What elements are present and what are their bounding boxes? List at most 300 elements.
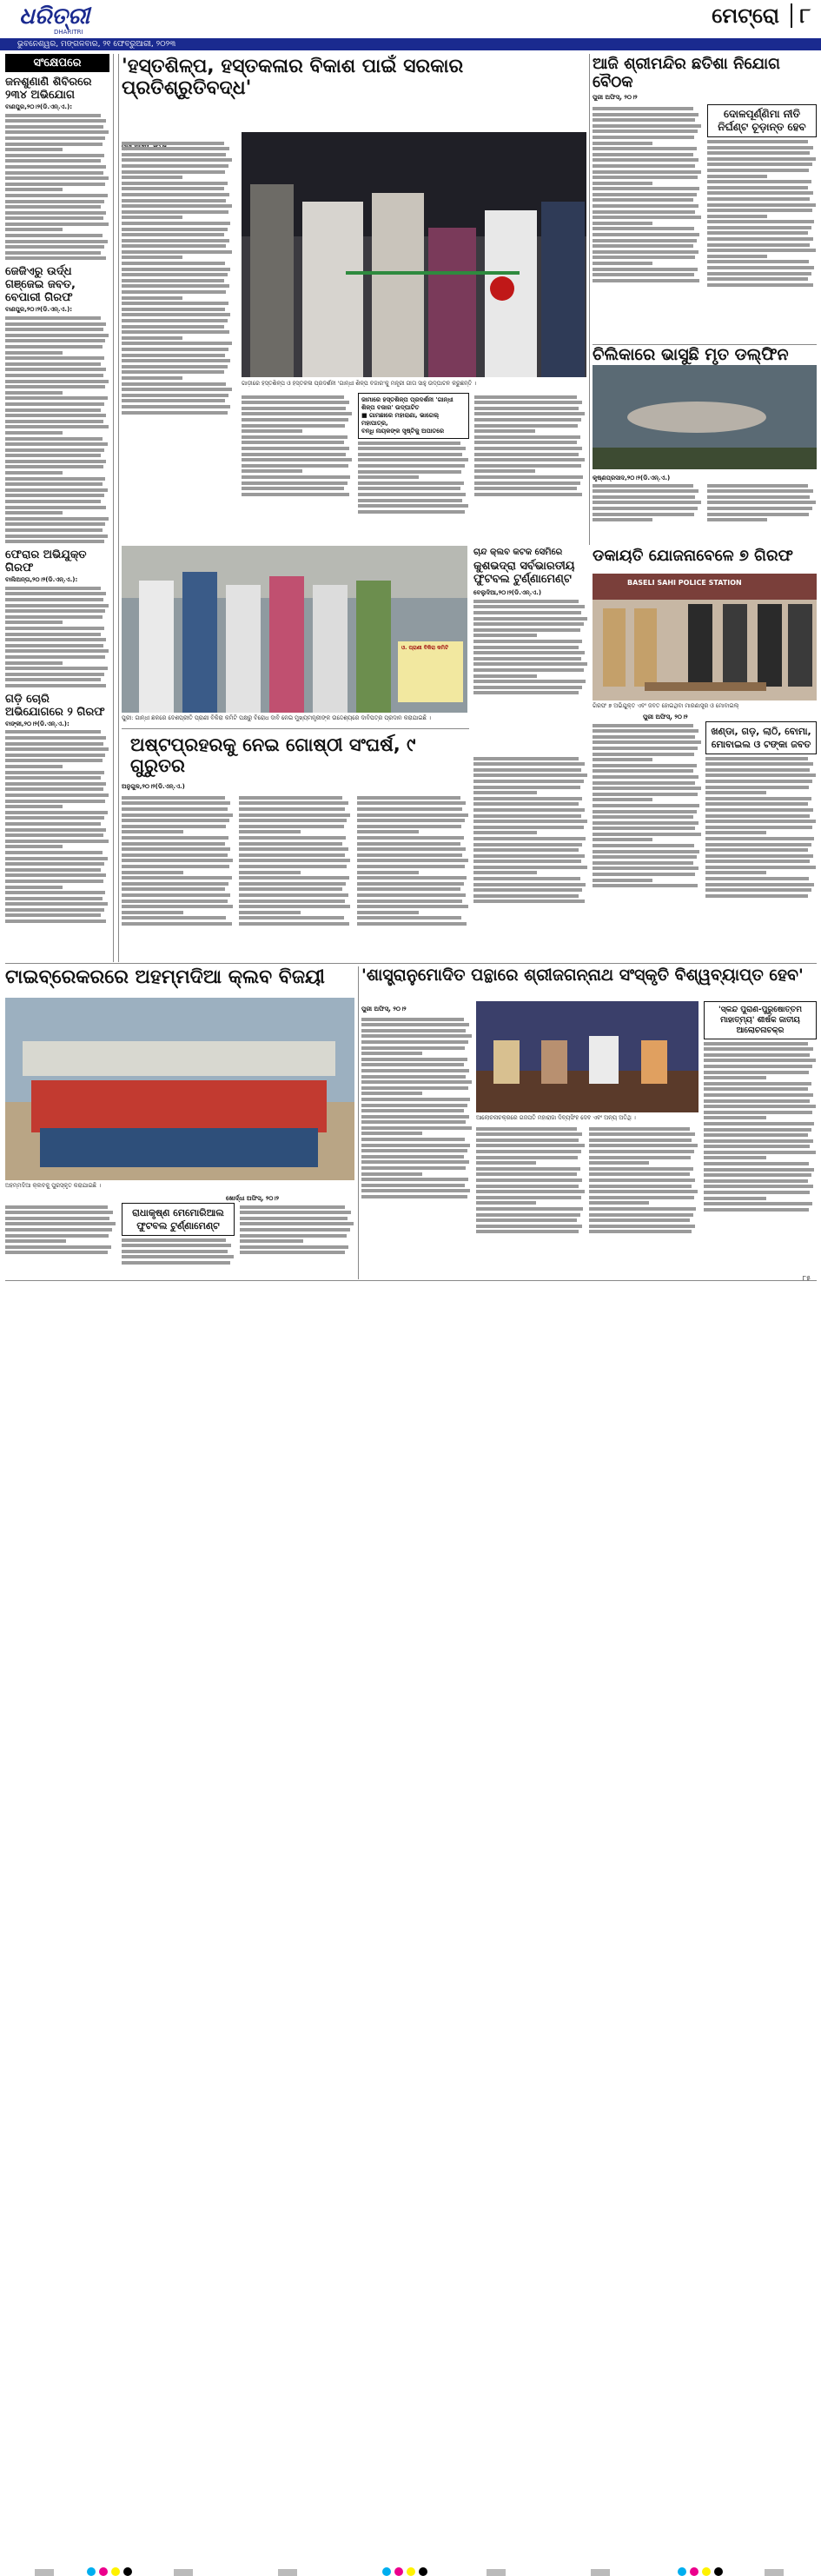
text-line — [5, 1211, 113, 1214]
text-line — [361, 1058, 467, 1061]
text-line — [5, 194, 108, 197]
text-line — [242, 429, 302, 433]
text-line — [122, 210, 228, 214]
text-line — [704, 1082, 811, 1086]
text-line — [358, 447, 466, 450]
text-line — [239, 801, 348, 805]
text-line — [5, 500, 101, 503]
text-line — [242, 412, 352, 415]
text-line — [593, 861, 693, 865]
text-line — [357, 796, 460, 800]
text-line — [593, 222, 652, 225]
text-line — [5, 205, 101, 209]
text-line — [242, 487, 344, 490]
text-line — [589, 1207, 696, 1211]
text-line — [473, 797, 582, 800]
text-line — [5, 908, 104, 912]
football-kicker: ଚାନ୍ଦ କ୍ଲବ କଟକ ସେମିରେ — [473, 548, 563, 557]
lead-inset — [358, 393, 469, 439]
text-line — [593, 147, 697, 150]
text-line — [5, 540, 104, 543]
text-line — [5, 805, 63, 808]
text-line — [357, 865, 465, 868]
text-line — [589, 1196, 694, 1199]
text-line — [5, 840, 109, 843]
body-text-block — [705, 757, 817, 898]
text-line — [239, 859, 350, 862]
text-line — [5, 621, 63, 624]
text-line — [704, 1197, 766, 1200]
text-line — [593, 239, 697, 242]
text-line — [122, 847, 230, 851]
text-line — [705, 786, 809, 789]
lead-headline: 'ହସ୍ତଶିଳ୍ପ, ହସ୍ତକଳାର ବିକାଶ ପାଇଁ ସରକାର ପ୍ରତିଶ୍ରୁତିବଦ୍ଧ' — [122, 56, 464, 100]
text-line — [357, 819, 465, 822]
text-line — [358, 504, 468, 508]
text-line — [361, 1166, 466, 1170]
text-line — [473, 894, 579, 898]
text-line — [122, 228, 228, 231]
text-line — [473, 646, 579, 649]
memorandum-photo — [122, 546, 467, 713]
lead-photo — [242, 132, 586, 377]
text-line — [593, 244, 693, 248]
text-line — [474, 464, 581, 468]
jagannath-caption: ଆଲୋଚନାଚକ୍ରରେ ଗଜପତି ମହାରାଜା ଦିବ୍ୟସିଂହ ଦେବ ଏବଂ ଅନ୍ୟ ଅତିଥି । — [476, 1114, 636, 1121]
text-line — [357, 801, 466, 805]
text-line — [5, 655, 105, 659]
text-line — [122, 922, 232, 926]
text-line — [593, 124, 701, 128]
text-line — [357, 825, 461, 828]
text-line — [705, 843, 811, 846]
text-line — [476, 1150, 581, 1153]
text-line — [122, 876, 232, 880]
niyog-headline: ଆଜି ଶ୍ରୀମନ୍ଦିର ଛତିଶା ନିଯୋଗ ବୈଠକ — [593, 55, 780, 91]
text-line — [239, 847, 348, 851]
text-line — [5, 460, 106, 463]
text-line — [122, 244, 226, 248]
text-line — [705, 768, 810, 772]
text-line — [707, 501, 816, 504]
robbery-header — [593, 548, 817, 574]
text-line — [239, 893, 348, 897]
text-line — [5, 782, 106, 786]
jagannath-header — [361, 966, 817, 1001]
text-line — [122, 359, 230, 362]
text-line — [593, 787, 701, 790]
text-line — [242, 493, 349, 496]
text-line — [474, 418, 581, 422]
issue-dateline: ଭୁବନେଶ୍ୱର, ମଙ୍ଗଳବାର, ୨୧ ଫେବ୍ରୁଆରୀ, ୨୦୨୩ — [0, 38, 821, 50]
clash-body-col4 — [473, 754, 588, 963]
text-line — [473, 820, 587, 823]
text-line — [239, 830, 301, 833]
inset-line: ■ ଗାମଛାରେ ମହାରାଣା, ଭାଗେଲ୍‌ ମହାପାତ୍ର, — [361, 412, 440, 427]
tiebreaker-subhead: ରାଧାକୃଷ୍ଣ ମେମୋରିଆଲ ଫୁଟବଲ ଟୁର୍ଣ୍ଣାମେଣ୍ଟ — [122, 1203, 235, 1236]
text-line — [707, 489, 813, 493]
text-line — [5, 454, 101, 457]
text-line — [704, 1093, 813, 1097]
text-line — [593, 158, 699, 162]
text-line — [705, 757, 808, 760]
tiebreaker-body-col1 — [5, 1203, 116, 1279]
jagannath-body-col2 — [476, 1125, 586, 1279]
text-line — [122, 319, 228, 322]
text-line — [5, 391, 63, 395]
body-text-block — [239, 793, 351, 927]
text-line — [122, 1244, 231, 1247]
text-line — [239, 876, 349, 880]
text-line — [705, 802, 808, 806]
lead-photo-caption: ଗାଡ଼ୀରେ ହସ୍ତଶିଳ୍ପ ଓ ହସ୍ତକଳା ପ୍ରଦର୍ଶନୀ 'ଗାନ୍ଧୀ ଶିଳ୍ପ ବଜାର'କୁ ମନ୍ତ୍ରୀ ଗୀତା ସାହୁ ଉଦ୍‌ଘାଟନ କରୁଛନ୍ତି । — [242, 380, 477, 387]
text-line — [361, 1155, 464, 1159]
text-line — [705, 860, 810, 863]
text-line — [473, 674, 537, 678]
masthead — [0, 0, 821, 38]
text-line — [589, 1178, 695, 1182]
text-line — [5, 119, 106, 123]
text-line — [361, 1098, 470, 1101]
text-line — [704, 1042, 808, 1046]
text-line — [704, 1065, 812, 1068]
jagannath-body-col3 — [589, 1125, 699, 1279]
text-line — [707, 186, 808, 189]
text-line — [704, 1162, 809, 1165]
text-line — [593, 764, 697, 767]
text-line — [5, 183, 105, 186]
text-line — [707, 249, 816, 252]
newspaper-logo: ଧରିତ୍ରୀ — [19, 3, 90, 30]
text-line — [473, 888, 582, 892]
registration-block — [487, 2569, 506, 2576]
text-line — [361, 1092, 422, 1095]
text-line — [357, 853, 463, 857]
body-text-block — [474, 395, 586, 496]
text-line — [122, 164, 228, 168]
text-line — [474, 453, 579, 456]
section-name: ମେଟ୍ରୋ — [712, 3, 779, 28]
clash-dateline: ଅନୁଗୁଳ,୨୦।୨(ଡି.ଏନ୍‌.ଏ.) — [122, 783, 185, 791]
text-line — [593, 113, 699, 116]
text-line — [5, 431, 63, 435]
text-line — [122, 411, 228, 415]
text-line — [5, 437, 103, 441]
black-mark — [123, 2567, 132, 2576]
text-line — [589, 1167, 693, 1171]
text-line — [473, 662, 587, 666]
dolphin-headline: ଚିଲିକାରେ ଭାସୁଛି ମୃତ ଡଲ୍‌ଫିନ — [593, 345, 789, 364]
text-line — [704, 1168, 814, 1172]
text-line — [5, 465, 103, 468]
text-line — [5, 380, 109, 383]
inset-line: ଜାମାରେ ହସ୍ତଶିଳ୍ପ ପ୍ରଦର୍ଶନୀ 'ଗାନ୍ଧୀ ଶିଳ୍ପ ବଜାର' ଉଦ୍‌ଘାଟିତ — [361, 396, 454, 411]
column-rule — [589, 54, 590, 545]
text-line — [122, 819, 229, 822]
memorandum-caption: ପୁରୀ: ଗାନ୍ଧୀ ଛକରେ ଦେଶପ୍ରୀତି ପ୍ରାଣୀ ବିକିରା କମିଟି ପକ୍ଷରୁ ବିରୋଧ ଦାବି ନେଇ ମୁଖ୍ୟମନ୍ତ୍ରୀଙ୍କ ଉଦ୍ଦେଶ୍ୟରେ ଦାବିପତ୍ର ପ୍ରଦାନ କରାଯାଇଛି । — [122, 714, 431, 721]
text-line — [5, 627, 104, 630]
text-line — [707, 513, 809, 516]
text-line — [705, 780, 812, 783]
text-line — [593, 216, 701, 219]
text-line — [705, 894, 808, 898]
text-line — [593, 740, 701, 744]
text-line — [122, 836, 228, 840]
text-line — [239, 853, 345, 857]
text-line — [476, 1196, 581, 1199]
cyan-mark — [678, 2567, 686, 2576]
text-line — [705, 848, 808, 852]
text-line — [707, 151, 810, 155]
text-line — [593, 844, 694, 847]
text-line — [707, 231, 808, 235]
text-line — [476, 1185, 579, 1188]
text-line — [593, 164, 695, 168]
text-line — [476, 1178, 582, 1182]
text-line — [5, 351, 63, 355]
text-line — [242, 395, 344, 399]
text-line — [5, 316, 101, 320]
text-line — [476, 1213, 580, 1217]
text-line — [239, 905, 350, 908]
text-line — [358, 499, 462, 502]
brief-headline: ଫେରାର ଅଭିଯୁକ୍ତ ଗିରଫ — [5, 548, 87, 575]
briefs-header: ସଂକ୍ଷେପରେ — [5, 54, 109, 72]
text-line — [122, 308, 225, 311]
text-line — [122, 262, 225, 265]
text-line — [704, 1191, 810, 1194]
text-line — [593, 758, 652, 761]
text-line — [5, 482, 103, 486]
text-line — [704, 1076, 766, 1079]
text-line — [122, 887, 225, 891]
lead-story-body-col1 — [122, 139, 233, 543]
text-line — [5, 1251, 108, 1254]
text-line — [5, 425, 109, 428]
text-line — [5, 534, 108, 538]
text-line — [5, 245, 104, 249]
text-line — [357, 813, 468, 817]
text-line — [593, 118, 695, 122]
text-line — [593, 821, 699, 825]
text-line — [122, 273, 228, 276]
text-line — [5, 771, 104, 774]
text-line — [593, 833, 701, 836]
registration-block — [765, 2569, 784, 2576]
text-line — [473, 843, 582, 846]
text-line — [5, 800, 105, 803]
brief-dateline: ବାଙ୍କୀ,୨୦।୨(ଡି.ଏନ୍‌.ଏ.): — [5, 720, 70, 727]
text-line — [357, 916, 461, 920]
text-line — [5, 256, 106, 260]
text-line — [704, 1122, 814, 1125]
text-line — [593, 724, 693, 727]
text-line — [122, 882, 228, 886]
text-line — [239, 796, 342, 800]
text-line — [5, 471, 63, 475]
text-line — [240, 1228, 350, 1232]
text-line — [704, 1128, 811, 1132]
text-line — [707, 203, 816, 207]
text-line — [5, 633, 101, 636]
text-line — [474, 475, 583, 479]
column-rule — [358, 966, 359, 1279]
registration-block — [174, 2569, 193, 2576]
text-line — [122, 147, 229, 150]
text-line — [707, 243, 810, 247]
text-line — [593, 781, 695, 785]
dolphin-photo — [593, 365, 817, 469]
text-line — [5, 787, 103, 791]
text-line — [5, 154, 104, 157]
text-line — [474, 441, 577, 444]
text-line — [704, 1053, 810, 1057]
text-line — [122, 370, 224, 374]
text-line — [361, 1120, 466, 1124]
text-line — [707, 272, 811, 276]
body-text-block — [122, 142, 233, 415]
brief-dateline: ବାଲିଅନ୍ତା,୨୦।୨(ଡି.ଏନ୍‌.ଏ.): — [5, 576, 78, 584]
text-line — [593, 279, 699, 282]
text-line — [5, 148, 63, 151]
text-line — [5, 913, 101, 917]
text-line — [5, 374, 103, 377]
text-line — [5, 1217, 109, 1220]
text-line — [5, 165, 106, 169]
text-line — [239, 922, 349, 926]
section-rule — [593, 344, 817, 345]
text-line — [589, 1144, 698, 1147]
brief-dateline: ବାଣପୁର,୨୦।୨(ଡି.ଏନ୍‌.ଏ.): — [5, 103, 73, 110]
text-line — [122, 182, 228, 185]
text-line — [473, 605, 585, 608]
body-text-block — [476, 1127, 586, 1234]
brief-item — [5, 76, 109, 260]
text-line — [593, 182, 652, 185]
brief-item — [5, 548, 109, 687]
text-line — [5, 828, 106, 832]
text-line — [122, 830, 183, 833]
jagannath-headline: 'ଶାସ୍ତ୍ରାନୁମୋଦିତ ପନ୍ଥାରେ ଶ୍ରୀଜଗନ୍ନାଥ ସଂସ୍କୃତି ବିଶ୍ୱବ୍ୟାପ୍ତ ହେବ' — [361, 966, 804, 985]
text-line — [5, 228, 63, 231]
text-line — [5, 604, 109, 607]
text-line — [239, 911, 301, 914]
text-line — [473, 802, 579, 806]
niyog-subhead: ଦୋଳପୂର୍ଣ୍ଣିମା ନୀତି ନିର୍ଘଣ୍ଟ ଚୂଡ଼ାନ୍ତ ହେବ — [707, 104, 817, 137]
text-line — [593, 735, 695, 739]
text-line — [593, 793, 698, 796]
body-text-block — [240, 1205, 354, 1255]
text-line — [122, 1255, 234, 1258]
text-line — [357, 882, 464, 886]
text-line — [122, 813, 233, 817]
text-line — [473, 883, 586, 886]
body-text-block — [707, 481, 817, 524]
tiebreaker-body-col2 — [122, 1203, 235, 1279]
text-line — [122, 807, 228, 811]
text-line — [5, 1239, 66, 1243]
text-line — [358, 458, 468, 461]
text-line — [473, 860, 581, 863]
text-line — [707, 175, 767, 178]
text-line — [122, 1250, 228, 1253]
text-line — [474, 481, 580, 485]
body-text-block — [122, 1238, 235, 1265]
text-line — [361, 1138, 465, 1141]
text-line — [593, 176, 698, 179]
robbery-caption: ଗିରଫ ୭ ଅଭିଯୁକ୍ତ ଏବଂ ଜବତ ହୋଇଥିବା ମାରଣାସ୍ତ୍ର ଓ ମୋବାଇଲ୍‌ — [593, 702, 739, 709]
text-line — [5, 845, 63, 848]
accused-photo — [593, 574, 817, 700]
text-line — [473, 808, 585, 812]
text-line — [593, 262, 652, 265]
jagannath-dateline: ପୁରୀ ଅଫିସ୍‌, ୨୦।୨ — [361, 1006, 407, 1012]
text-line — [361, 1046, 465, 1050]
text-line — [5, 114, 101, 117]
text-line — [593, 227, 694, 230]
body-text-block — [593, 104, 702, 289]
text-line — [593, 495, 695, 499]
text-line — [704, 1151, 816, 1154]
text-line — [476, 1218, 577, 1222]
magenta-mark — [690, 2567, 699, 2576]
text-line — [593, 513, 694, 516]
banner-text: ଓ. ପ୍ରାଣୀ ବିକିରା କମିଟି — [401, 645, 449, 651]
text-line — [358, 475, 419, 479]
text-line — [476, 1161, 536, 1165]
text-line — [473, 651, 585, 654]
text-line — [473, 871, 537, 874]
text-line — [704, 1116, 766, 1119]
text-line — [122, 216, 182, 219]
robbery-subhead: ଖଣ୍ଡା, ଗଡ଼, ଲାଠି, ବୋମା, ମୋବାଇଲ ଓ ଟଙ୍କା ଜବତ — [705, 721, 817, 754]
text-line — [240, 1205, 345, 1209]
text-line — [707, 507, 812, 510]
text-line — [473, 831, 537, 834]
text-line — [122, 905, 233, 908]
text-line — [589, 1213, 693, 1217]
text-line — [357, 905, 468, 908]
text-line — [122, 853, 228, 857]
text-line — [704, 1071, 809, 1074]
text-line — [705, 773, 816, 777]
text-line — [707, 283, 813, 287]
text-line — [240, 1217, 348, 1220]
text-line — [122, 330, 229, 334]
text-line — [705, 871, 766, 874]
text-line — [122, 170, 225, 174]
text-line — [5, 356, 104, 360]
text-line — [707, 495, 810, 499]
text-line — [593, 136, 694, 139]
text-line — [358, 470, 461, 474]
text-line — [242, 435, 348, 439]
body-text-block — [473, 757, 588, 904]
brief-headline: ଗଡ଼ି ଚୋରି ଅଭିଯୋଗରେ ୨ ଗିରଫ — [5, 692, 105, 719]
text-line — [122, 376, 182, 380]
text-line — [473, 877, 580, 880]
football-story — [473, 548, 588, 752]
police-station-sign: BASELI SAHI POLICE STATION — [627, 579, 742, 587]
text-line — [593, 827, 695, 830]
text-line — [122, 354, 225, 357]
lead-story-body-col2 — [242, 393, 353, 545]
text-line — [122, 199, 226, 202]
text-line — [122, 290, 226, 294]
text-line — [704, 1099, 810, 1103]
text-line — [5, 793, 109, 797]
text-line — [593, 850, 699, 853]
